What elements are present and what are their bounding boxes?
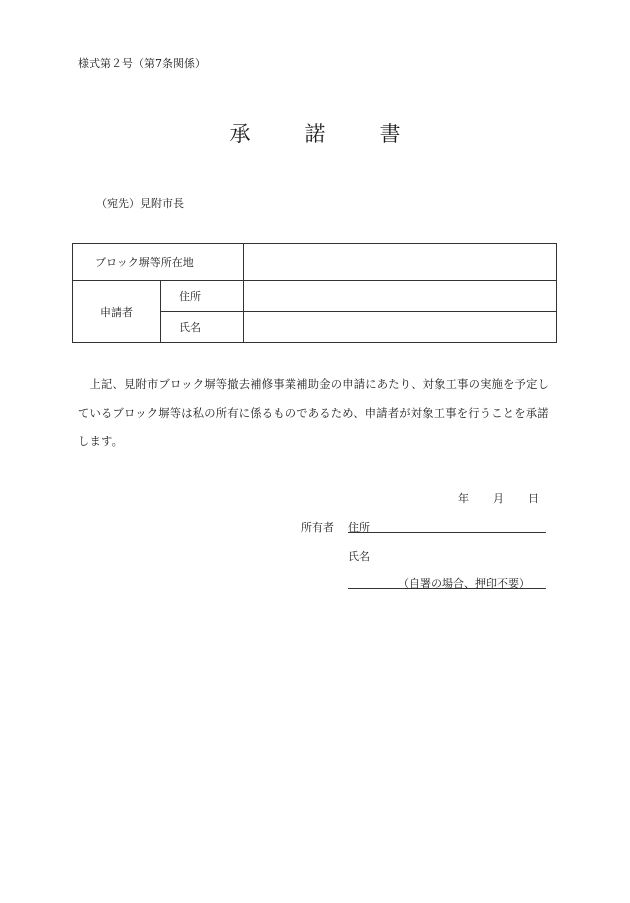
- title-char-2: 諾: [304, 122, 326, 146]
- date-year-label: 年: [458, 492, 469, 505]
- consent-body-content: 上記、見附市ブロック塀等撤去補修事業補助金の申請にあたり、対象工事の実施を予定しているブロック塀等は私の所有に係るものであるため、申請者が対象工事を行うことを承諾します。: [78, 378, 550, 448]
- document-title: [0, 118, 630, 148]
- signature-address-field[interactable]: [348, 532, 546, 533]
- table-row-location: [73, 244, 557, 281]
- form-number: 様式第２号（第7条関係）: [78, 57, 206, 70]
- seal-note: （自署の場合、押印不要）: [398, 577, 530, 590]
- consent-body-text: [78, 371, 556, 457]
- location-value-field[interactable]: [244, 244, 557, 281]
- date-line: [458, 490, 539, 506]
- date-day-label: 日: [528, 492, 539, 505]
- application-table: [72, 243, 557, 343]
- title-char-3: 書: [379, 122, 401, 146]
- name-value-field[interactable]: [244, 312, 557, 343]
- signature-name-label: 氏名: [348, 550, 370, 563]
- table-row-address: [73, 281, 557, 312]
- address-value-field[interactable]: [244, 281, 557, 312]
- owner-label: 所有者: [301, 521, 334, 534]
- addressee: （宛先）見附市長: [96, 197, 184, 210]
- address-label: 住所: [161, 281, 244, 312]
- location-label: ブロック塀等所在地: [73, 244, 244, 281]
- title-char-1: 承: [229, 122, 251, 146]
- applicant-label: 申請者: [73, 281, 161, 343]
- name-label: 氏名: [161, 312, 244, 343]
- date-month-label: 月: [493, 492, 504, 505]
- signature-address-label: 住所: [348, 521, 370, 534]
